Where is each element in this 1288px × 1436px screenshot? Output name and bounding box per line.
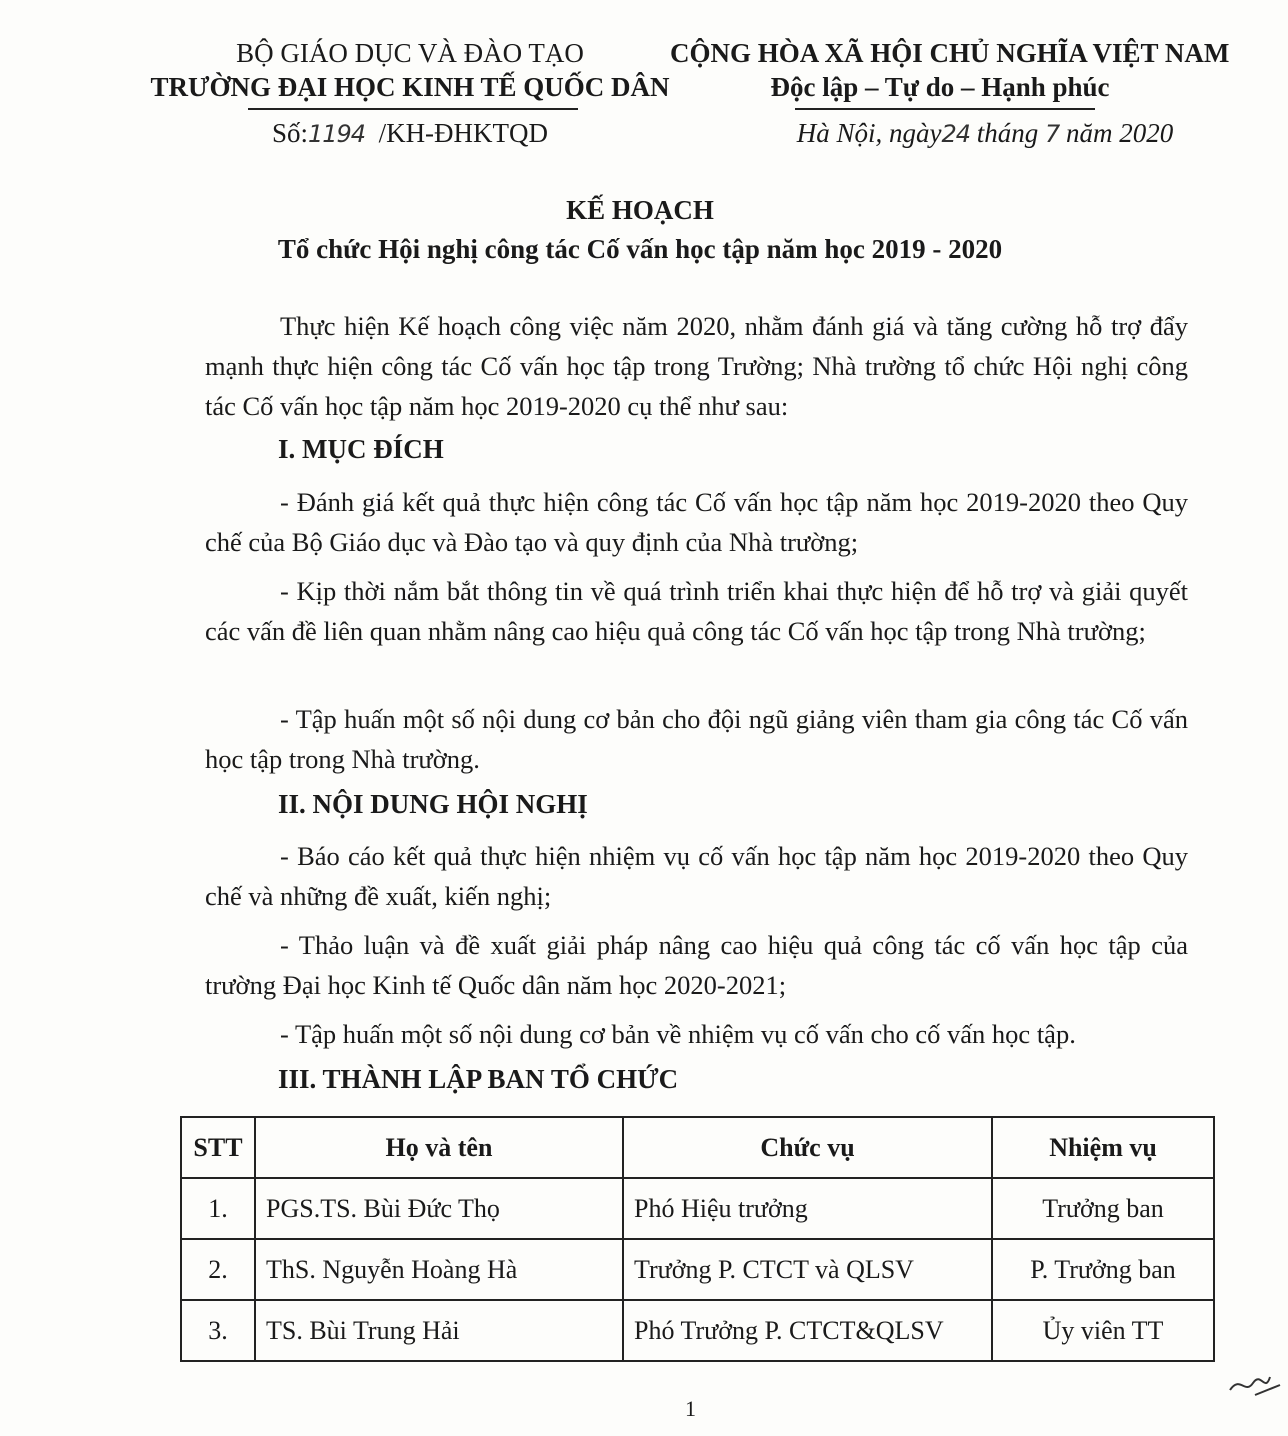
section-heading: I. MỤC ĐÍCH (278, 434, 444, 464)
column-header: Chức vụ (623, 1117, 992, 1178)
ministry-name: BỘ GIÁO DỤC VÀ ĐÀO TẠO (236, 38, 584, 68)
organizing-committee-table (180, 1116, 1215, 1362)
section-item: - Kịp thời nắm bắt thông tin về quá trình triển khai thực hiện để hỗ trợ và giải quyết các vấn đề liên quan nhằm nâng cao hiệu quả công tác Cố vấn học tập trong Nhà trường; (205, 576, 1188, 646)
doc-number-prefix: Số: (271, 118, 308, 148)
cell-name: PGS.TS. Bùi Đức Thọ (255, 1178, 623, 1239)
column-header: Nhiệm vụ (992, 1117, 1214, 1178)
cell-role: P. Trưởng ban (992, 1239, 1214, 1300)
cell-name: ThS. Nguyễn Hoàng Hà (255, 1239, 623, 1300)
document-title: KẾ HOẠCH (566, 195, 714, 225)
cell-stt: 3. (181, 1300, 255, 1361)
cell-position: Trưởng P. CTCT và QLSV (623, 1239, 992, 1300)
cell-position: Phó Trưởng P. CTCT&QLSV (623, 1300, 992, 1361)
doc-number-handwritten: 1194 (307, 120, 366, 148)
initials-signature-icon (1225, 1365, 1285, 1405)
cell-name: TS. Bùi Trung Hải (255, 1300, 623, 1361)
page-number: 1 (685, 1396, 696, 1421)
motto: Độc lập – Tự do – Hạnh phúc (770, 72, 1110, 102)
intro-paragraph: Thực hiện Kế hoạch công việc năm 2020, nhằm đánh giá và tăng cường hỗ trợ đẩy mạnh thực hiện công tác Cố vấn học tập trong Trường; Nhà trường tổ chức Hội nghị công tác Cố vấn học tập năm học 2019-2020 cụ thể như sau: (205, 311, 1188, 421)
cell-stt: 2. (181, 1239, 255, 1300)
table-row (181, 1239, 1214, 1300)
document-subtitle: Tổ chức Hội nghị công tác Cố vấn học tập năm học 2019 - 2020 (277, 234, 1003, 264)
date-prefix: Hà Nội, ngày (796, 118, 942, 148)
section-item: - Tập huấn một số nội dung cơ bản về nhiệm vụ cố vấn cho cố vấn học tập. (280, 1019, 1076, 1049)
cell-role: Trưởng ban (992, 1178, 1214, 1239)
university-name: TRƯỜNG ĐẠI HỌC KINH TẾ QUỐC DÂN (150, 72, 670, 102)
date-month: 7 (1045, 120, 1060, 148)
header-underline-right (795, 108, 1095, 110)
table-row (181, 1178, 1214, 1239)
section-item: - Tập huấn một số nội dung cơ bản cho đội ngũ giảng viên tham gia công tác Cố vấn học tập trong Nhà trường. (205, 704, 1188, 774)
section-heading: III. THÀNH LẬP BAN TỔ CHỨC (278, 1064, 679, 1094)
section-item: - Báo cáo kết quả thực hiện nhiệm vụ cố vấn học tập năm học 2019-2020 theo Quy chế và những đề xuất, kiến nghị; (205, 841, 1188, 911)
doc-number-suffix: /KH-ĐHKTQD (378, 118, 549, 148)
document-date (760, 118, 1210, 149)
column-header: STT (181, 1117, 255, 1178)
cell-position: Phó Hiệu trưởng (623, 1178, 992, 1239)
header-underline-left (248, 108, 578, 110)
document-number (190, 118, 630, 149)
column-header: Họ và tên (255, 1117, 623, 1178)
country-name: CỘNG HÒA XÃ HỘI CHỦ NGHĨA VIỆT NAM (670, 38, 1230, 68)
section-item: - Thảo luận và đề xuất giải pháp nâng cao hiệu quả công tác cố vấn học tập của trường Đại học Kinh tế Quốc dân năm học 2020-2021; (205, 930, 1188, 1000)
date-month-label: tháng (976, 118, 1039, 148)
table-row (181, 1300, 1214, 1361)
date-day: 24 (941, 120, 970, 148)
table-header-row (181, 1117, 1214, 1178)
cell-stt: 1. (181, 1178, 255, 1239)
cell-role: Ủy viên TT (992, 1300, 1214, 1361)
date-year: năm 2020 (1066, 118, 1174, 148)
section-heading: II. NỘI DUNG HỘI NGHỊ (278, 789, 588, 819)
section-item: - Đánh giá kết quả thực hiện công tác Cố vấn học tập năm học 2019-2020 theo Quy chế của Bộ Giáo dục và Đào tạo và quy định của Nhà trường; (205, 487, 1188, 557)
